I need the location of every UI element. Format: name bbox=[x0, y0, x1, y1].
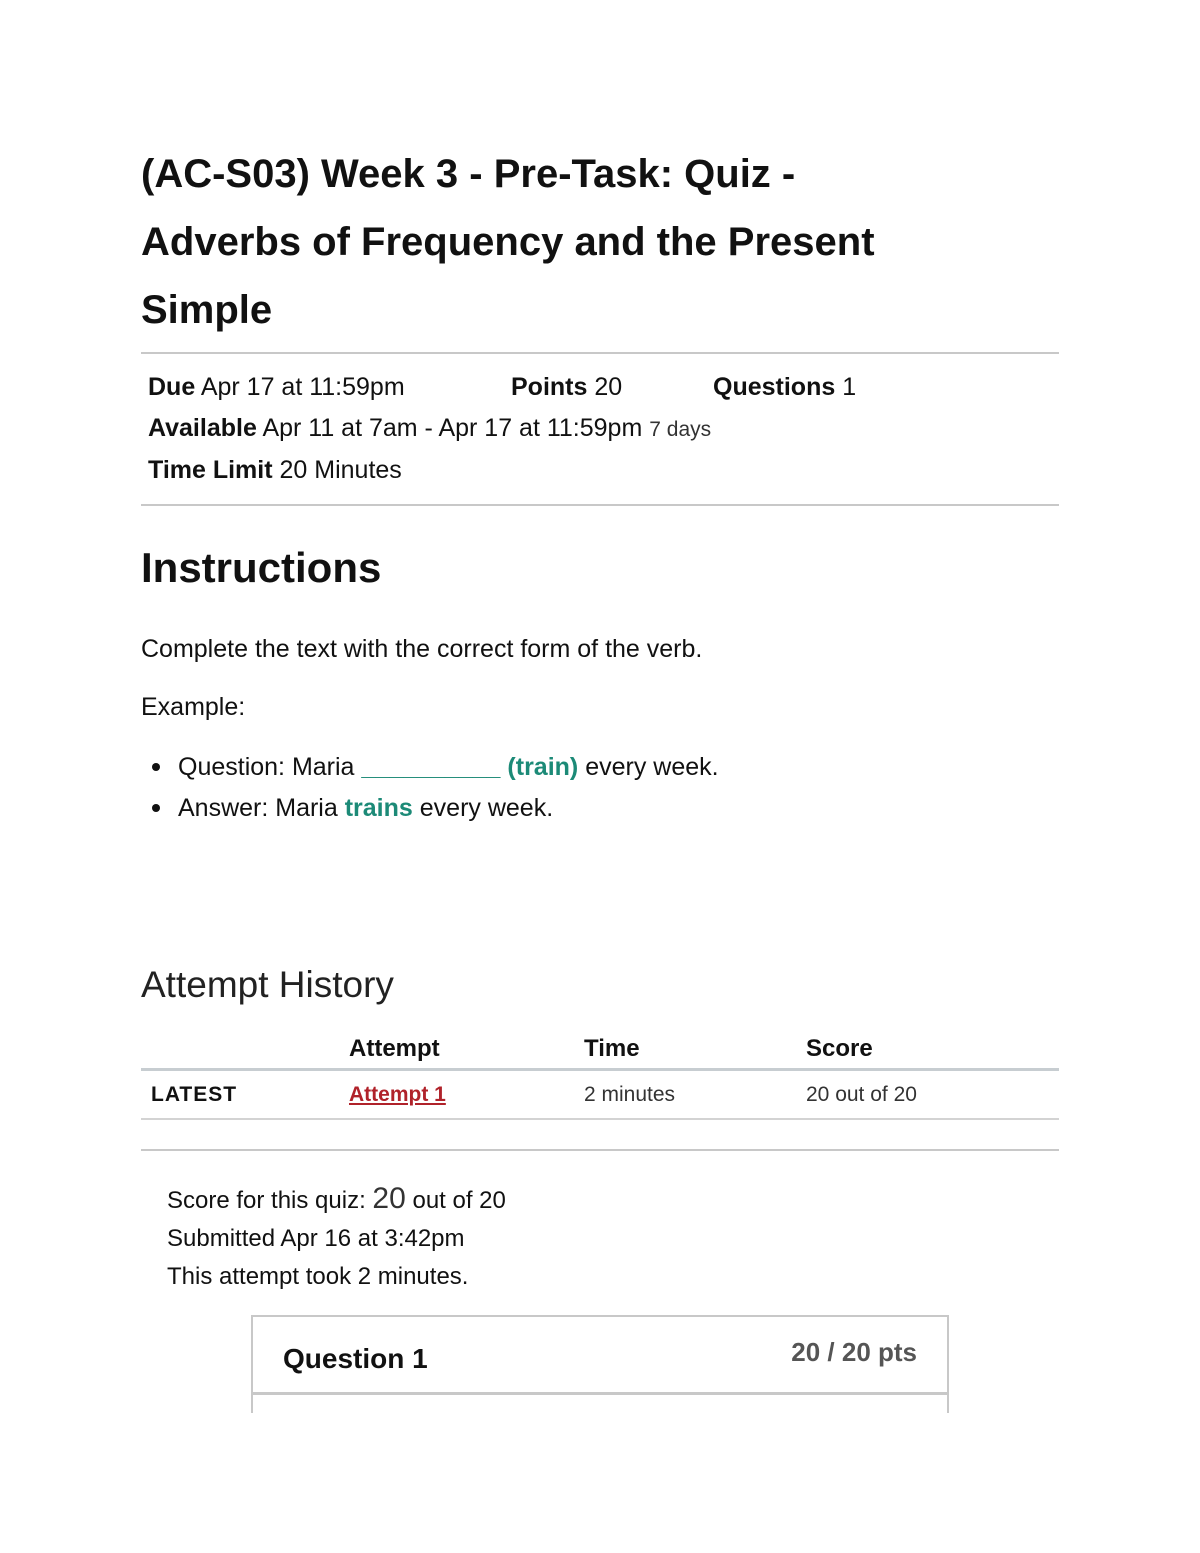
table-row bbox=[141, 1070, 1059, 1120]
example-label: Example: bbox=[141, 693, 246, 721]
column-header-score: Score bbox=[806, 1030, 1059, 1070]
divider bbox=[141, 352, 1059, 354]
questions-value: 1 bbox=[842, 373, 857, 401]
score-summary bbox=[167, 1180, 506, 1296]
meta-row-questions bbox=[713, 372, 856, 402]
quiz-title-line-2: Adverbs of Frequency and the Present bbox=[141, 220, 875, 264]
attempt-history-table bbox=[141, 1030, 1059, 1120]
list-item bbox=[141, 748, 719, 789]
attempt-history-heading: Attempt History bbox=[141, 964, 394, 1005]
points-value: 20 bbox=[594, 373, 623, 401]
example-list bbox=[141, 748, 719, 830]
question-title: Question 1 bbox=[283, 1343, 428, 1374]
due-value: Apr 17 at 11:59pm bbox=[200, 373, 405, 401]
time-limit-label: Time Limit bbox=[148, 456, 273, 484]
bullet-icon bbox=[152, 763, 160, 771]
question-card bbox=[251, 1315, 949, 1413]
answer-suffix: every week. bbox=[419, 794, 554, 822]
column-header-tag bbox=[141, 1030, 349, 1070]
meta-row-available bbox=[148, 413, 711, 445]
quiz-title bbox=[141, 140, 1059, 344]
score-out-of: out of 20 bbox=[412, 1187, 506, 1214]
question-blank: __________ bbox=[361, 753, 501, 781]
question-suffix: every week. bbox=[585, 753, 719, 781]
quiz-title-line-3: Simple bbox=[141, 288, 273, 332]
points-label: Points bbox=[511, 373, 588, 401]
score-line bbox=[167, 1180, 506, 1220]
submitted-text: Submitted Apr 16 at 3:42pm bbox=[167, 1225, 465, 1252]
divider bbox=[141, 504, 1059, 506]
available-label: Available bbox=[148, 414, 257, 442]
meta-row-due bbox=[148, 372, 405, 402]
instructions-heading: Instructions bbox=[141, 544, 382, 591]
meta-row-points bbox=[511, 372, 622, 402]
bullet-icon bbox=[152, 804, 160, 812]
questions-label: Questions bbox=[713, 373, 836, 401]
table-header-row bbox=[141, 1030, 1059, 1070]
attempt-1-link[interactable]: Attempt 1 bbox=[349, 1082, 446, 1106]
meta-row-time-limit bbox=[148, 455, 402, 485]
question-prefix: Question: Maria bbox=[178, 753, 355, 781]
quiz-title-line-1: (AC-S03) Week 3 - Pre-Task: Quiz - bbox=[141, 152, 796, 196]
attempt-cell bbox=[349, 1070, 584, 1120]
latest-badge: LATEST bbox=[141, 1070, 349, 1120]
question-verb: (train) bbox=[507, 753, 579, 781]
score-cell: 20 out of 20 bbox=[806, 1070, 1059, 1120]
column-header-attempt: Attempt bbox=[349, 1030, 584, 1070]
list-item bbox=[141, 789, 719, 830]
question-points: 20 / 20 pts bbox=[791, 1337, 917, 1367]
available-duration: 7 days bbox=[649, 418, 712, 441]
attempt-duration-text: This attempt took 2 minutes. bbox=[167, 1263, 469, 1290]
answer-prefix: Answer: Maria bbox=[178, 794, 338, 822]
time-cell: 2 minutes bbox=[584, 1070, 806, 1120]
due-label: Due bbox=[148, 373, 196, 401]
available-value: Apr 11 at 7am - Apr 17 at 11:59pm bbox=[262, 414, 643, 442]
score-label: Score for this quiz: bbox=[167, 1187, 366, 1214]
instructions-text: Complete the text with the correct form of the verb. bbox=[141, 635, 703, 663]
question-header bbox=[253, 1317, 947, 1395]
answer-verb: trains bbox=[344, 794, 413, 822]
score-value: 20 bbox=[372, 1182, 406, 1215]
time-limit-value: 20 Minutes bbox=[279, 456, 402, 484]
column-header-time: Time bbox=[584, 1030, 806, 1070]
divider bbox=[141, 1149, 1059, 1151]
